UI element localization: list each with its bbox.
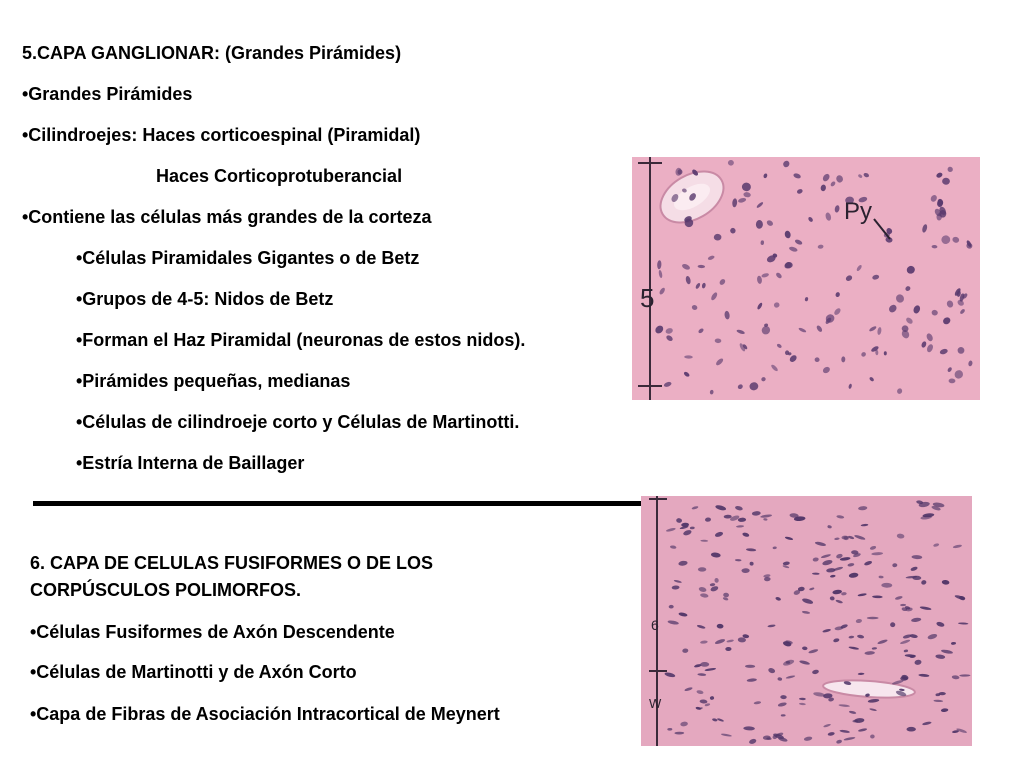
cell-nucleus [698, 567, 706, 571]
micrograph-layer-5 [632, 157, 980, 400]
cell-nucleus [884, 351, 887, 355]
section5-item: •Contiene las células más grandes de la corteza [22, 207, 432, 227]
section6-item: •Células Fusiformes de Axón Descendente [30, 622, 395, 642]
layer-6-label: 6 [651, 617, 659, 633]
section5-subitem: •Grupos de 4-5: Nidos de Betz [76, 289, 334, 309]
section5-subitem: •Forman el Haz Piramidal (neuronas de estos nidos). [76, 330, 526, 350]
section5-subitem: •Células Piramidales Gigantes o de Betz [76, 248, 420, 268]
section5-item: Haces Corticoprotuberancial [156, 166, 403, 186]
py-label: Py [844, 198, 873, 225]
section6-item: •Células de Martinotti y de Axón Corto [30, 662, 357, 682]
section5-subitem: •Pirámides pequeñas, medianas [76, 371, 351, 391]
section5-subitem: •Células de cilindroeje corto y Células de Martinotti. [76, 412, 520, 432]
cell-nucleus [939, 692, 946, 695]
cell-nucleus [867, 617, 879, 620]
section5-subitem: •Estría Interna de Baillager [76, 453, 305, 473]
section5-item: •Grandes Pirámides [22, 84, 193, 104]
section6-title-line2: CORPÚSCULOS POLIMORFOS. [30, 580, 302, 600]
section-divider [33, 501, 645, 506]
white-matter-label: W [649, 696, 662, 711]
section6-title-line1: 6. CAPA DE CELULAS FUSIFORMES O DE LOS [30, 553, 434, 573]
section5-title: 5.CAPA GANGLIONAR: (Grandes Pirámides) [22, 43, 402, 63]
section6-item: •Capa de Fibras de Asociación Intracortical de Meynert [30, 704, 500, 724]
layer-5-label: 5 [640, 283, 655, 313]
cell-nucleus [907, 727, 916, 732]
micrograph-layer-6 [641, 496, 972, 746]
section5-item: •Cilindroejes: Haces corticoespinal (Piramidal) [22, 125, 421, 145]
cell-nucleus [700, 662, 709, 667]
